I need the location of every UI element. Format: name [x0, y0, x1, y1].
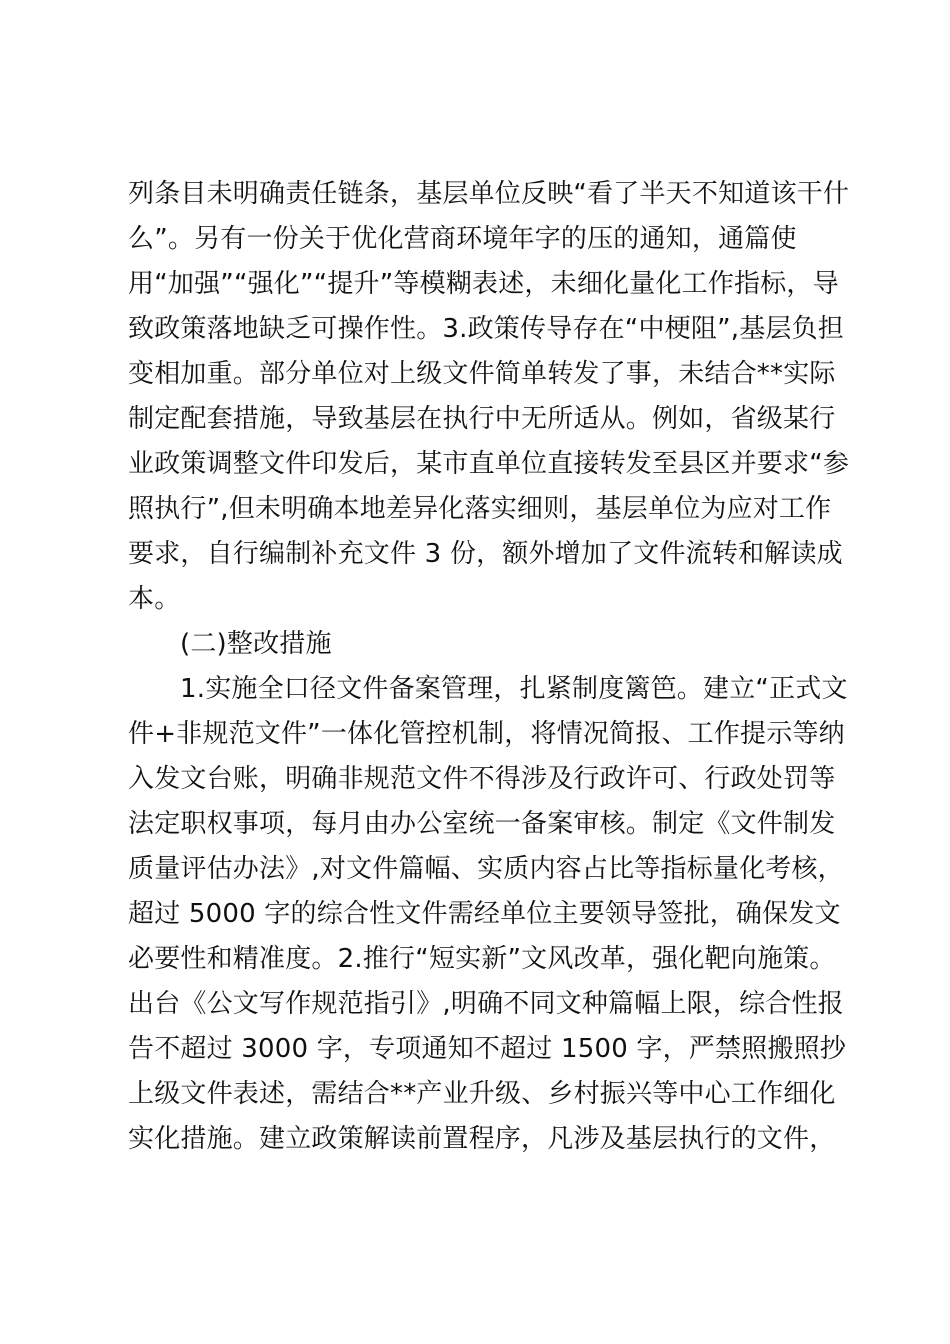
- text-line: 必要性和精准度。2.推行“短实新”文风改革，强化靶向施策。: [128, 944, 836, 974]
- text-line: 1.实施全口径文件备案管理，扎紧制度篱笆。建立“正式文: [180, 674, 848, 704]
- text-line: 要求，自行编制补充文件 3 份，额外增加了文件流转和解读成: [128, 539, 843, 569]
- document-body: [128, 172, 850, 1162]
- text-line: 上级文件表述，需结合**产业升级、乡村振兴等中心工作细化: [128, 1079, 836, 1109]
- text-line: 照执行”,但未明确本地差异化落实细则，基层单位为应对工作: [128, 494, 832, 524]
- text-line: 业政策调整文件印发后，某市直单位直接转发至县区并要求“参: [128, 449, 850, 479]
- text-line: 入发文台账，明确非规范文件不得涉及行政许可、行政处罚等: [128, 764, 836, 794]
- text-line: 出台《公文写作规范指引》,明确不同文种篇幅上限，综合性报: [128, 989, 844, 1019]
- text-line: 告不超过 3000 字，专项通知不超过 1500 字，严禁照搬照抄: [128, 1034, 846, 1064]
- text-line: 法定职权事项，每月由办公室统一备案审核。制定《文件制发: [128, 809, 836, 839]
- text-line: 实化措施。建立政策解读前置程序，凡涉及基层执行的文件，: [128, 1124, 836, 1154]
- text-line: 本。: [128, 584, 181, 614]
- text-line: 质量评估办法》,对文件篇幅、实质内容占比等指标量化考核，: [128, 854, 844, 884]
- text-line: 超过 5000 字的综合性文件需经单位主要领导签批，确保发文: [128, 899, 841, 929]
- text-line: 致政策落地缺乏可操作性。3.政策传导存在“中梗阻”,基层负担: [128, 314, 845, 344]
- section-heading: (二)整改措施: [180, 629, 332, 659]
- text-line: 用“加强”“强化”“提升”等模糊表述，未细化量化工作指标，导: [128, 269, 839, 299]
- text-line: 列条目未明确责任链条，基层单位反映“看了半天不知道该干什: [128, 179, 850, 209]
- text-line: 变相加重。部分单位对上级文件简单转发了事，未结合**实际: [128, 359, 836, 389]
- text-line: 制定配套措施，导致基层在执行中无所适从。例如，省级某行: [128, 404, 836, 434]
- text-line: 件+非规范文件”一体化管控机制，将情况简报、工作提示等纳: [128, 719, 845, 749]
- text-line: 么”。另有一份关于优化营商环境年字的压的通知，通篇使: [128, 224, 797, 254]
